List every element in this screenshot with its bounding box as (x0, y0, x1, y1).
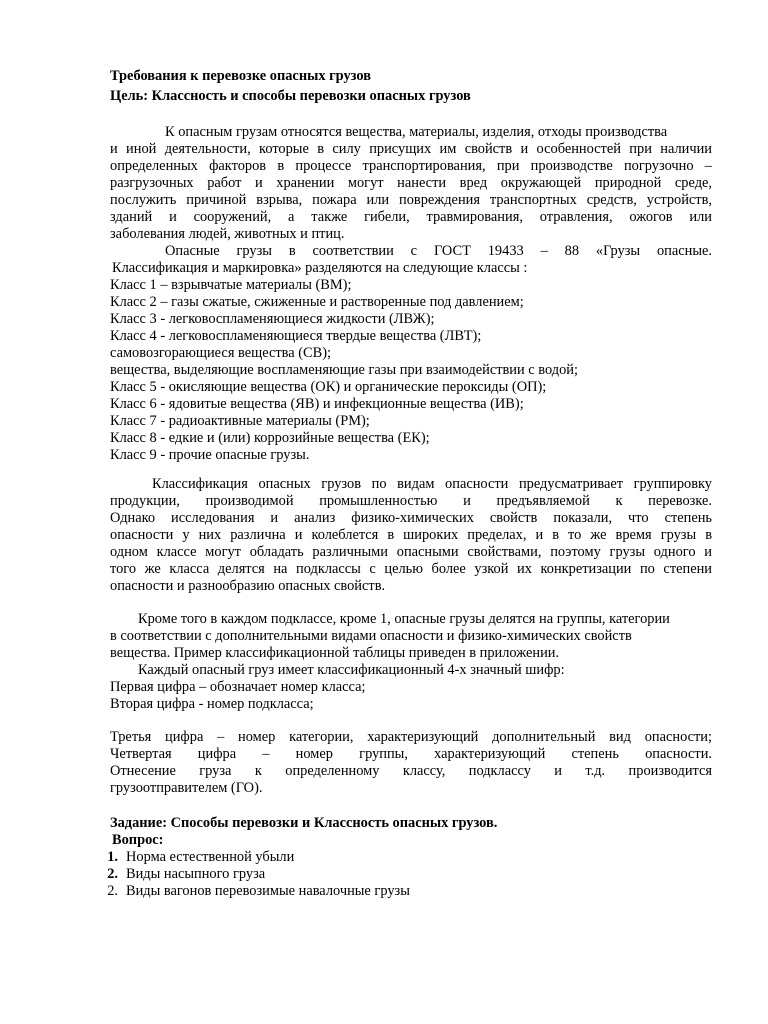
question-label: Вопрос: (112, 832, 164, 848)
paragraph-line: Однако исследования и анализ физико-химических свойств показали, что степень (110, 510, 712, 526)
paragraph-line: Классификация и маркировка» разделяются на следующие классы : (112, 260, 528, 276)
list-number: 2. (107, 883, 118, 899)
paragraph-line: того же класса делятся на подклассы с целью более узкой их конкретизации по степени (110, 561, 712, 577)
paragraph-line: послужить причиной взрыва, пожара или повреждения транспортных средств, устройств, (110, 192, 712, 208)
paragraph-line: продукции, производимой промышленностью и предъявляемой к перевозке. (110, 493, 712, 509)
paragraph-line: Вторая цифра - номер подкласса; (110, 696, 314, 712)
list-text: Виды вагонов перевозимые навалочные грузы (126, 883, 410, 899)
document-goal: Цель: Классность и способы перевозки опасных грузов (110, 88, 471, 104)
class-item: Класс 3 - легковоспламеняющиеся жидкости (ЛВЖ); (110, 311, 435, 327)
paragraph-line: Первая цифра – обозначает номер класса; (110, 679, 366, 695)
class-item: Класс 8 - едкие и (или) коррозийные вещества (ЕК); (110, 430, 430, 446)
paragraph-hazardous-definition (110, 124, 712, 243)
paragraph-line: разгрузочных работ и хранении могут нанести вред окружающей природной среде, (110, 175, 712, 191)
paragraph-line: грузоотправителем (ГО). (110, 780, 263, 796)
paragraph-subclasses (110, 611, 712, 713)
task-section (110, 815, 712, 849)
paragraph-line: вещества. Пример классификационной таблицы приведен в приложении. (110, 645, 560, 661)
paragraph-line: заболевания людей, животных и птиц. (110, 226, 345, 242)
question-list (100, 849, 702, 900)
paragraph-line: Опасные грузы в соответствии с ГОСТ 19433 – 88 «Грузы опасные. (165, 243, 712, 259)
paragraph-line: опасности у них различна и колеблется в широких пределах, и в то же время грузы в (110, 527, 712, 543)
class-item: Класс 2 – газы сжатые, сжиженные и растворенные под давлением; (110, 294, 524, 310)
list-item (100, 849, 702, 866)
list-text: Норма естественной убыли (126, 849, 295, 865)
paragraph-line: зданий и сооружений, а также гибели, травмирования, отравления, ожогов или (110, 209, 712, 225)
paragraph-line: К опасным грузам относятся вещества, материалы, изделия, отходы производства (165, 124, 668, 140)
paragraph-classification (110, 476, 712, 595)
paragraph-line: одном классе могут обладать различными опасными свойствами, поэтому грузы одного и (110, 544, 712, 560)
paragraph-line: Кроме того в каждом подклассе, кроме 1, опасные грузы делятся на группы, категории (138, 611, 670, 627)
list-item (100, 883, 702, 900)
class-item: Класс 9 - прочие опасные грузы. (110, 447, 310, 463)
paragraph-line: Каждый опасный груз имеет классификационный 4-х значный шифр: (138, 662, 565, 678)
paragraph-line: определенных факторов в процессе транспортирования, при производстве погрузочно – (110, 158, 712, 174)
class-item: Класс 5 - окисляющие вещества (ОК) и органические пероксиды (ОП); (110, 379, 547, 395)
class-item: Класс 6 - ядовитые вещества (ЯВ) и инфекционные вещества (ИВ); (110, 396, 524, 412)
paragraph-line: Отнесение груза к определенному классу, подклассу и т.д. производится (110, 763, 712, 779)
paragraph-line: и иной деятельности, которые в силу присущих им свойств и особенностей при наличии (110, 141, 712, 157)
document-header (110, 68, 712, 105)
paragraph-line: Классификация опасных грузов по видам опасности предусматривает группировку (152, 476, 712, 492)
paragraph-line: опасности и разнообразию опасных свойств. (110, 578, 386, 594)
class-item: вещества, выделяющие воспламеняющие газы при взаимодействии с водой; (110, 362, 578, 378)
class-item: Класс 1 – взрывчатые материалы (ВМ); (110, 277, 352, 293)
list-number: 1. (107, 849, 118, 865)
paragraph-cipher (110, 729, 712, 797)
list-number: 2. (107, 866, 118, 882)
class-item: Класс 7 - радиоактивные материалы (РМ); (110, 413, 370, 429)
document-heading: Требования к перевозке опасных грузов (110, 68, 371, 84)
list-item (100, 866, 702, 883)
paragraph-classes (110, 243, 712, 464)
paragraph-line: Третья цифра – номер категории, характеризующий дополнительный вид опасности; (110, 729, 712, 745)
paragraph-line: Четвертая цифра – номер группы, характеризующий степень опасности. (110, 746, 712, 762)
class-item: самовозгорающиеся вещества (СВ); (110, 345, 332, 361)
paragraph-line: в соответствии с дополнительными видами опасности и физико-химических свойств (110, 628, 632, 644)
list-text: Виды насыпного груза (126, 866, 266, 882)
task-title: Задание: Способы перевозки и Классность опасных грузов. (110, 815, 498, 831)
class-item: Класс 4 - легковоспламеняющиеся твердые вещества (ЛВТ); (110, 328, 482, 344)
